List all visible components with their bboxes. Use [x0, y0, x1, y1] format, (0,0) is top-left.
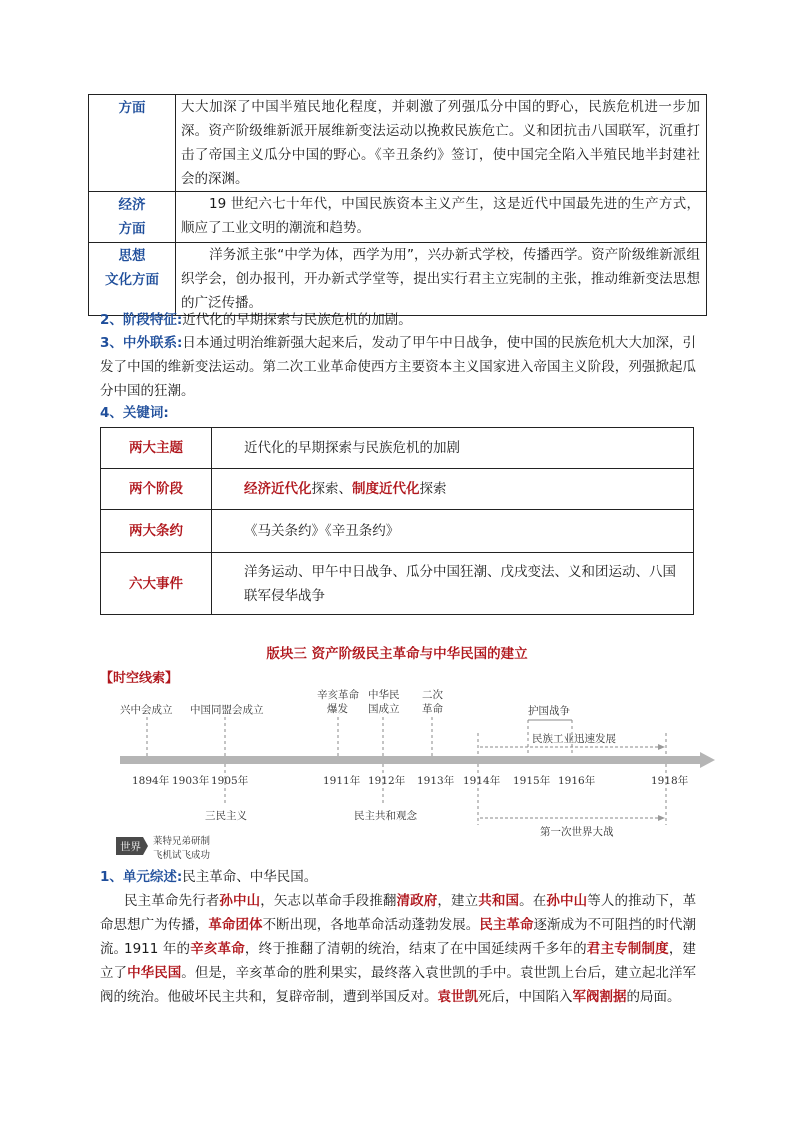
timeline-arrowhead — [700, 752, 715, 768]
world-event-l2: 飞机试飞成功 — [153, 850, 211, 861]
year-1913: 1913年 — [417, 775, 455, 787]
row-content: 洋务运动、甲午中日战争、瓜分中国狂潮、戊戌变法、义和团运动、八国联军侵华战争 — [212, 553, 694, 615]
year-1914: 1914年 — [463, 775, 501, 787]
year-1915: 1915年 — [513, 775, 551, 787]
event-xinhai-l2: 爆发 — [327, 703, 348, 715]
event-second-rev-l1: 二次 — [422, 689, 443, 701]
event-roc-l1: 中华民 — [368, 689, 400, 701]
summary-paragraph-1: 民主革命先行者孙中山，矢志以革命手段推翻清政府，建立共和国。在孙中山等人的推动下，革命思想广为传播，革命团体不断出现，各地革命活动蓬勃发展。民主革命逐渐成为不可阻挡的时代潮流。 — [100, 893, 697, 957]
row-header: 经济 方面 — [89, 192, 176, 243]
row-header: 方面 — [89, 95, 176, 192]
section-label: 2、阶段特征: — [100, 312, 183, 328]
period-features-table — [88, 94, 707, 316]
section-text: 日本通过明治维新强大起来后，发动了甲午中日战争，使中国的民族危机大大加深，引发了中国的维新变法运动。第二次工业革命使西方主要资本主义国家进入帝国主义阶段，列强掀起瓜分中国的狂潮。 — [100, 335, 696, 399]
row-header: 思想 文化方面 — [89, 243, 176, 316]
row-header: 两大条约 — [101, 510, 212, 553]
block-title: 版块三 资产阶级民主革命与中华民国的建立 — [266, 646, 528, 662]
section-label: 3、中外联系: — [100, 335, 183, 351]
stage-features — [100, 308, 700, 332]
section-text: 近代化的早期探索与民族危机的加剧。 — [182, 312, 412, 328]
world-event-l1: 莱特兄弟研制 — [153, 836, 211, 847]
event-three-principles: 三民主义 — [205, 810, 247, 822]
row-content: 近代化的早期探索与民族危机的加剧 — [212, 428, 694, 469]
year-1905: 1905年 — [211, 775, 249, 787]
event-xingzhonghui: 兴中会成立 — [120, 704, 173, 716]
event-roc-l2: 国成立 — [368, 703, 400, 715]
event-republic-concept: 民主共和观念 — [354, 810, 417, 822]
row-content: 洋务派主张“中学为体，西学为用”，兴办新式学校，传播西学。资产阶级维新派组织学会，创办报刊，开办新式学堂等，提出实行君主立宪制的主张，推动维新变法思想的广泛传播。 — [176, 243, 707, 316]
china-foreign-links — [100, 331, 696, 403]
keywords-table — [100, 427, 694, 615]
row-content: 大大加深了中国半殖民地化程度，并刺激了列强瓜分中国的野心，民族危机进一步加深。资产阶级维新派开展维新变法运动以挽救民族危亡。义和团抗击八国联军，沉重打击了帝国主义瓜分中国的野心。《辛丑条约》签订，使中国完全陷入半殖民地半封建社会的深渊。 — [176, 95, 707, 192]
row-content: 《马关条约》《辛丑条约》 — [212, 510, 694, 553]
table-row — [101, 510, 694, 553]
row-content: 19 世纪六七十年代，中国民族资本主义产生，这是近代中国最先进的生产方式，顺应了工业文明的潮流和趋势。 — [176, 192, 707, 243]
year-1911: 1911年 — [323, 775, 361, 787]
event-industry: 民族工业迅速发展 — [532, 733, 616, 745]
row-content: 经济近代化探索、制度近代化探索 — [212, 469, 694, 510]
event-xinhai-l1: 辛亥革命 — [317, 689, 359, 701]
timeline-label: 【时空线索】 — [100, 671, 179, 686]
year-1894: 1894年 — [132, 775, 170, 787]
row-header: 两个阶段 — [101, 469, 212, 510]
table-row — [101, 469, 694, 510]
keywords-label: 4、关键词: — [100, 405, 169, 421]
world-badge: 世界 — [120, 841, 141, 853]
event-second-rev-l2: 革命 — [422, 703, 443, 715]
year-1903: 1903年 — [172, 775, 210, 787]
event-ww1: 第一次世界大战 — [540, 826, 614, 838]
event-huguo: 护国战争 — [528, 705, 570, 717]
table-row — [101, 428, 694, 469]
year-1916: 1916年 — [558, 775, 596, 787]
row-header: 两大主题 — [101, 428, 212, 469]
table-row — [89, 192, 707, 243]
summary-paragraph-2: 1911 年的辛亥革命，终于推翻了清朝的统治，结束了在中国延续两千多年的君主专制制度，建立了中华民国。但是，辛亥革命的胜利果实，最终落入袁世凯的手中。袁世凯上台后，建立起北洋军阀的统治。他破坏民主共和，复辟帝制，遭到举国反对。袁世凯死后，中国陷入军阀割据的局面。 — [100, 941, 697, 1005]
timeline-diagram — [100, 685, 720, 865]
event-tongmenghui: 中国同盟会成立 — [190, 704, 264, 716]
year-1918: 1918年 — [651, 775, 689, 787]
table-row — [89, 95, 707, 192]
row-header: 六大事件 — [101, 553, 212, 615]
year-1912: 1912年 — [368, 775, 406, 787]
unit-summary-heading: 1、单元综述:民主革命、中华民国。 — [100, 869, 318, 885]
table-row — [101, 553, 694, 615]
table-row — [89, 243, 707, 316]
